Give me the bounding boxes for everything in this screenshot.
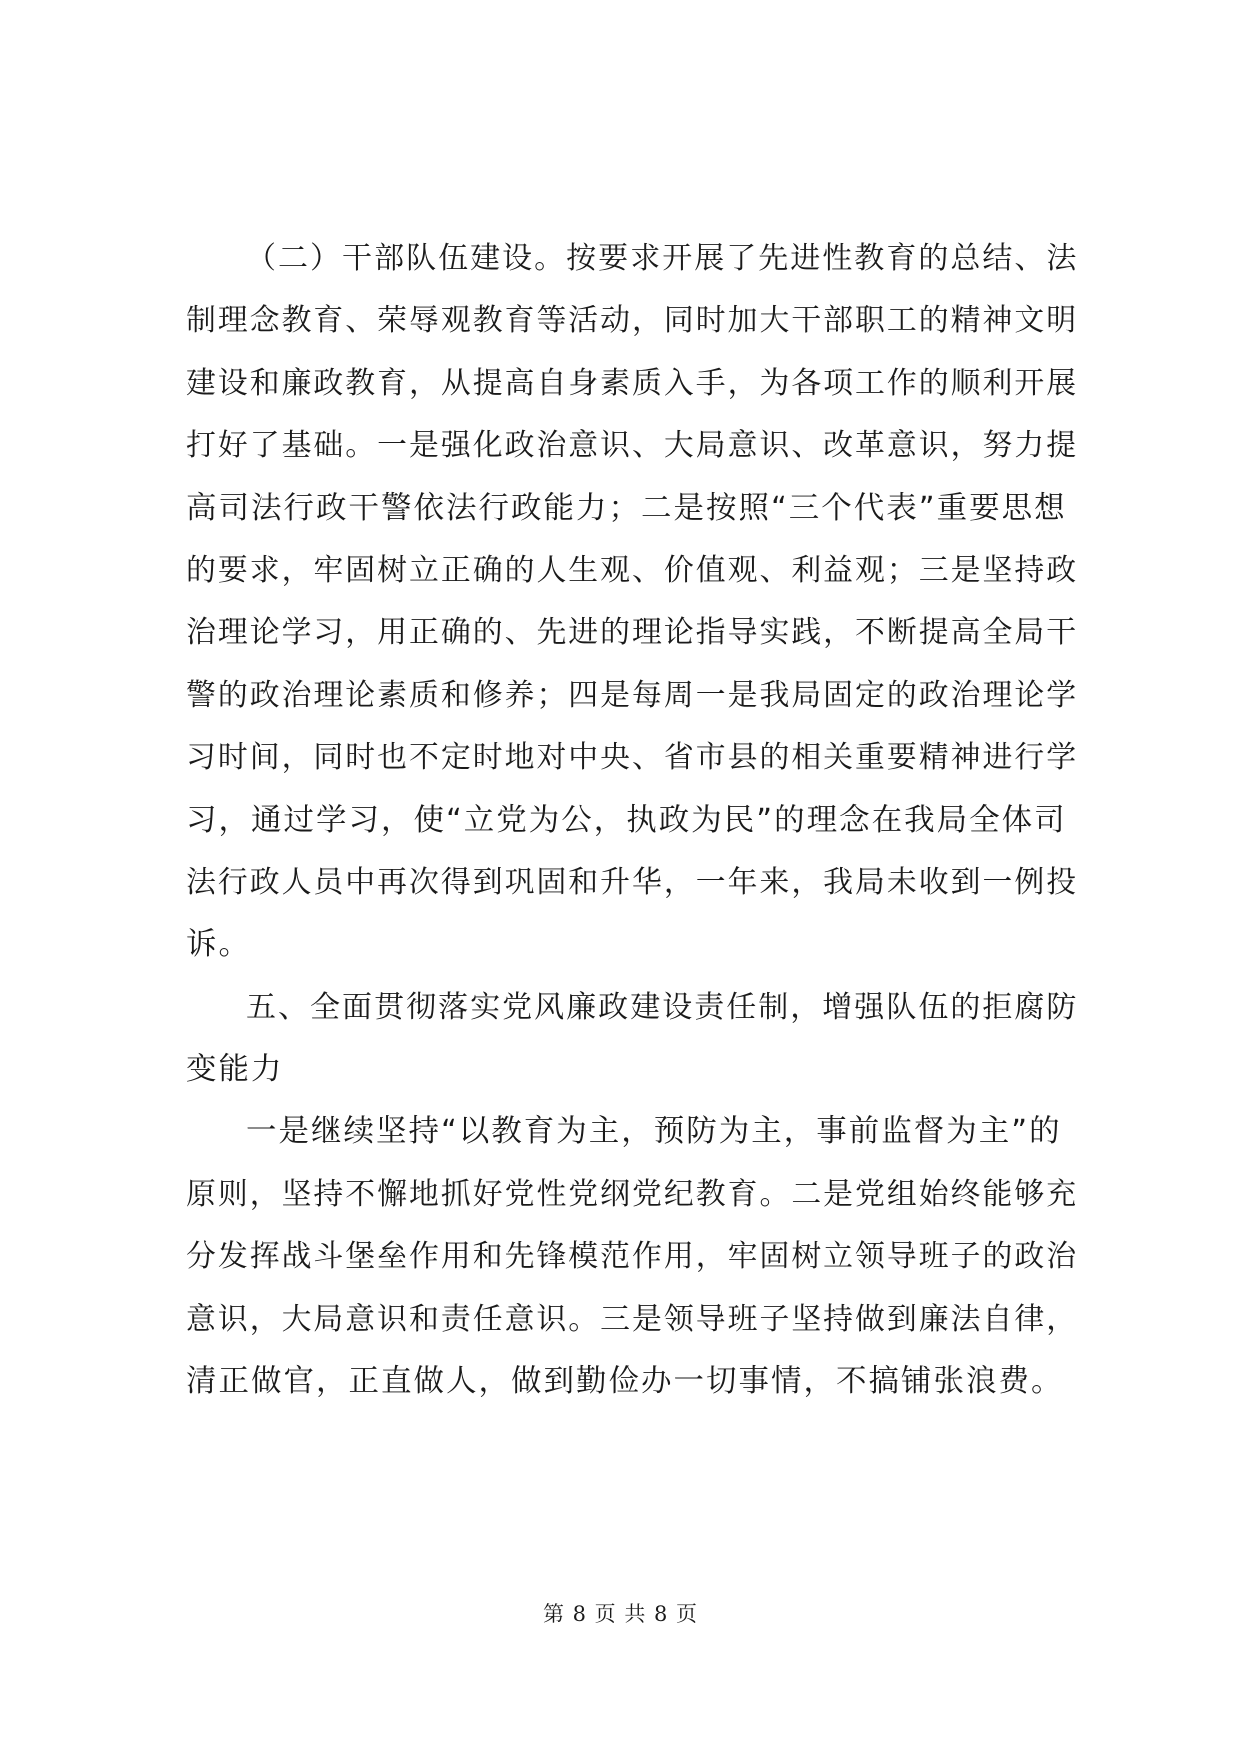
text-line: 法行政人员中再次得到巩固和升华，一年来，我局未收到一例投	[186, 864, 1079, 900]
page-footer: 第 8 页 共 8 页	[542, 1602, 699, 1626]
text-line: 建设和廉政教育，从提高自身素质入手，为各项工作的顺利开展	[186, 365, 1079, 401]
text-line: 习时间，同时也不定时地对中央、省市县的相关重要精神进行学	[186, 740, 1079, 776]
text-line: 的要求，牢固树立正确的人生观、价值观、利益观；三是坚持政	[186, 552, 1079, 588]
text-line: 五、全面贯彻落实党风廉政建设责任制，增强队伍的拒腐防	[246, 989, 1079, 1025]
text-line: 分发挥战斗堡垒作用和先锋模范作用，牢固树立领导班子的政治	[186, 1239, 1079, 1275]
text-line: 治理论学习，用正确的、先进的理论指导实践，不断提高全局干	[186, 615, 1079, 651]
text-line: （二）干部队伍建设。按要求开展了先进性教育的总结、法	[246, 241, 1079, 276]
text-line: 高司法行政干警依法行政能力；二是按照“三个代表”重要思想	[186, 490, 1067, 526]
document-body	[186, 228, 1086, 1413]
text-line: 意识，大局意识和责任意识。三是领导班子坚持做到廉法自律，	[186, 1301, 1079, 1337]
text-line: 制理念教育、荣辱观教育等活动，同时加大干部职工的精神文明	[186, 303, 1079, 339]
text-line: 习，通过学习，使“立党为公，执政为民”的理念在我局全体司	[186, 802, 1067, 838]
text-line: 变能力	[186, 1052, 284, 1088]
text-line: 打好了基础。一是强化政治意识、大局意识、改革意识，努力提	[186, 428, 1079, 464]
text-line: 一是继续坚持“以教育为主，预防为主，事前监督为主”的	[246, 1114, 1062, 1150]
text-line: 清正做官，正直做人，做到勤俭办一切事情，不搞铺张浪费。	[186, 1364, 1064, 1400]
text-line: 原则，坚持不懈地抓好党性党纲党纪教育。二是党组始终能够充	[186, 1176, 1079, 1212]
text-line: 警的政治理论素质和修养；四是每周一是我局固定的政治理论学	[186, 677, 1079, 713]
text-line: 诉。	[186, 927, 251, 963]
